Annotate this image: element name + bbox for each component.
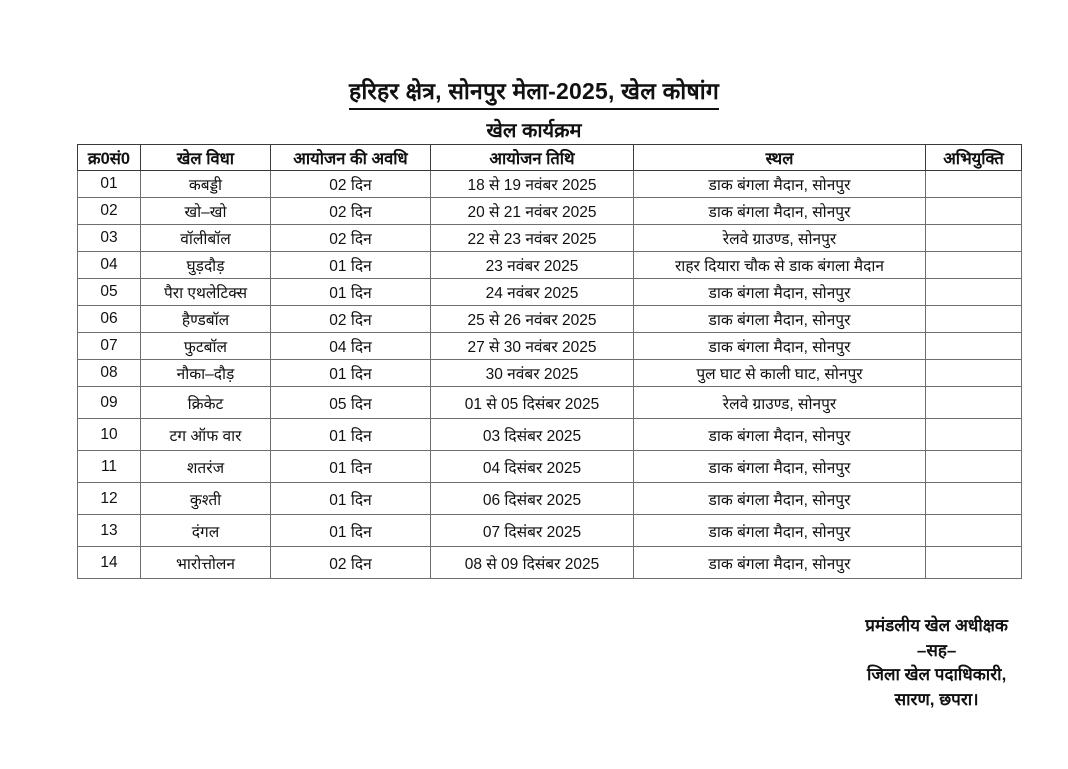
cell-date: 23 नवंबर 2025: [431, 252, 634, 279]
cell-duration: 05 दिन: [271, 387, 431, 419]
column-header-venue: स्थल: [634, 145, 926, 171]
signature-cum-separator: –सह–: [916, 640, 957, 660]
signature-location: सारण, छपरा।: [894, 689, 979, 709]
table-body: [78, 171, 1022, 579]
table-row: [78, 360, 1022, 387]
cell-remarks: [926, 360, 1022, 387]
column-header-sport: खेल विधा: [141, 145, 271, 171]
cell-duration: 02 दिन: [271, 198, 431, 225]
cell-duration: 02 दिन: [271, 547, 431, 579]
cell-duration: 01 दिन: [271, 451, 431, 483]
cell-remarks: [926, 333, 1022, 360]
table-header-row: [78, 145, 1022, 171]
table-row: [78, 333, 1022, 360]
cell-serial-number: 13: [78, 515, 141, 547]
cell-serial-number: 03: [78, 225, 141, 252]
table-row: [78, 198, 1022, 225]
cell-venue: डाक बंगला मैदान, सोनपुर: [634, 515, 926, 547]
cell-sport: कबड्डी: [141, 171, 271, 198]
table-row: [78, 451, 1022, 483]
cell-date: 18 से 19 नवंबर 2025: [431, 171, 634, 198]
cell-sport: वॉलीबॉल: [141, 225, 271, 252]
cell-date: 04 दिसंबर 2025: [431, 451, 634, 483]
cell-serial-number: 07: [78, 333, 141, 360]
column-header-date: आयोजन तिथि: [431, 145, 634, 171]
cell-serial-number: 12: [78, 483, 141, 515]
cell-remarks: [926, 387, 1022, 419]
signature-designation-secondary: जिला खेल पदाधिकारी,: [866, 665, 1007, 685]
cell-remarks: [926, 225, 1022, 252]
cell-remarks: [926, 419, 1022, 451]
cell-serial-number: 10: [78, 419, 141, 451]
table-row: [78, 306, 1022, 333]
cell-date: 20 से 21 नवंबर 2025: [431, 198, 634, 225]
cell-date: 25 से 26 नवंबर 2025: [431, 306, 634, 333]
cell-duration: 02 दिन: [271, 225, 431, 252]
cell-sport: दंगल: [141, 515, 271, 547]
cell-sport: पैरा एथलेटिक्स: [141, 279, 271, 306]
cell-sport: घुड़दौड़: [141, 252, 271, 279]
cell-remarks: [926, 547, 1022, 579]
table-row: [78, 279, 1022, 306]
table-row: [78, 225, 1022, 252]
cell-venue: डाक बंगला मैदान, सोनपुर: [634, 547, 926, 579]
cell-serial-number: 01: [78, 171, 141, 198]
cell-date: 07 दिसंबर 2025: [431, 515, 634, 547]
page-subtitle: खेल कार्यक्रम: [487, 116, 582, 146]
cell-remarks: [926, 515, 1022, 547]
table-row: [78, 171, 1022, 198]
cell-remarks: [926, 252, 1022, 279]
cell-venue: डाक बंगला मैदान, सोनपुर: [634, 333, 926, 360]
sports-schedule-table: [77, 144, 1022, 579]
table-row: [78, 483, 1022, 515]
cell-venue: डाक बंगला मैदान, सोनपुर: [634, 171, 926, 198]
cell-remarks: [926, 171, 1022, 198]
table-row: [78, 387, 1022, 419]
cell-remarks: [926, 306, 1022, 333]
cell-venue: रेलवे ग्राउण्ड, सोनपुर: [634, 387, 926, 419]
cell-remarks: [926, 451, 1022, 483]
cell-sport: खो–खो: [141, 198, 271, 225]
cell-sport: कुश्ती: [141, 483, 271, 515]
cell-date: 22 से 23 नवंबर 2025: [431, 225, 634, 252]
cell-sport: हैण्डबॉल: [141, 306, 271, 333]
cell-venue: डाक बंगला मैदान, सोनपुर: [634, 306, 926, 333]
cell-duration: 01 दिन: [271, 279, 431, 306]
cell-duration: 01 दिन: [271, 483, 431, 515]
cell-sport: भारोत्तोलन: [141, 547, 271, 579]
cell-venue: रेलवे ग्राउण्ड, सोनपुर: [634, 225, 926, 252]
cell-duration: 02 दिन: [271, 306, 431, 333]
cell-duration: 01 दिन: [271, 252, 431, 279]
cell-duration: 01 दिन: [271, 419, 431, 451]
cell-duration: 02 दिन: [271, 171, 431, 198]
cell-serial-number: 14: [78, 547, 141, 579]
cell-venue: डाक बंगला मैदान, सोनपुर: [634, 198, 926, 225]
cell-sport: शतरंज: [141, 451, 271, 483]
cell-date: 08 से 09 दिसंबर 2025: [431, 547, 634, 579]
cell-venue: राहर दियारा चौक से डाक बंगला मैदान: [634, 252, 926, 279]
cell-date: 01 से 05 दिसंबर 2025: [431, 387, 634, 419]
column-header-remarks: अभियुक्ति: [926, 145, 1022, 171]
cell-serial-number: 09: [78, 387, 141, 419]
column-header-serial-number: क्र0सं0: [78, 145, 141, 171]
table-row: [78, 515, 1022, 547]
cell-venue: डाक बंगला मैदान, सोनपुर: [634, 451, 926, 483]
cell-remarks: [926, 198, 1022, 225]
table-header: [78, 145, 1022, 171]
page-title: हरिहर क्षेत्र, सोनपुर मेला-2025, खेल कोषांग: [349, 76, 719, 110]
cell-venue: डाक बंगला मैदान, सोनपुर: [634, 483, 926, 515]
cell-serial-number: 04: [78, 252, 141, 279]
cell-remarks: [926, 483, 1022, 515]
cell-serial-number: 11: [78, 451, 141, 483]
cell-date: 27 से 30 नवंबर 2025: [431, 333, 634, 360]
cell-duration: 04 दिन: [271, 333, 431, 360]
cell-venue: डाक बंगला मैदान, सोनपुर: [634, 419, 926, 451]
cell-venue: पुल घाट से काली घाट, सोनपुर: [634, 360, 926, 387]
cell-date: 24 नवंबर 2025: [431, 279, 634, 306]
table-row: [78, 252, 1022, 279]
cell-duration: 01 दिन: [271, 515, 431, 547]
cell-sport: फुटबॉल: [141, 333, 271, 360]
cell-serial-number: 08: [78, 360, 141, 387]
cell-venue: डाक बंगला मैदान, सोनपुर: [634, 279, 926, 306]
cell-sport: नौका–दौड़: [141, 360, 271, 387]
cell-sport: टग ऑफ वार: [141, 419, 271, 451]
cell-date: 30 नवंबर 2025: [431, 360, 634, 387]
signature-designation-primary: प्रमंडलीय खेल अधीक्षक: [865, 616, 1008, 635]
cell-date: 06 दिसंबर 2025: [431, 483, 634, 515]
signature-block: [865, 614, 1008, 713]
cell-serial-number: 06: [78, 306, 141, 333]
document-header: [0, 76, 1068, 146]
page-subtitle-wrap: [0, 116, 1068, 146]
table-row: [78, 419, 1022, 451]
column-header-duration: आयोजन की अवधि: [271, 145, 431, 171]
cell-sport: क्रिकेट: [141, 387, 271, 419]
cell-remarks: [926, 279, 1022, 306]
cell-serial-number: 02: [78, 198, 141, 225]
cell-duration: 01 दिन: [271, 360, 431, 387]
cell-serial-number: 05: [78, 279, 141, 306]
table-row: [78, 547, 1022, 579]
cell-date: 03 दिसंबर 2025: [431, 419, 634, 451]
